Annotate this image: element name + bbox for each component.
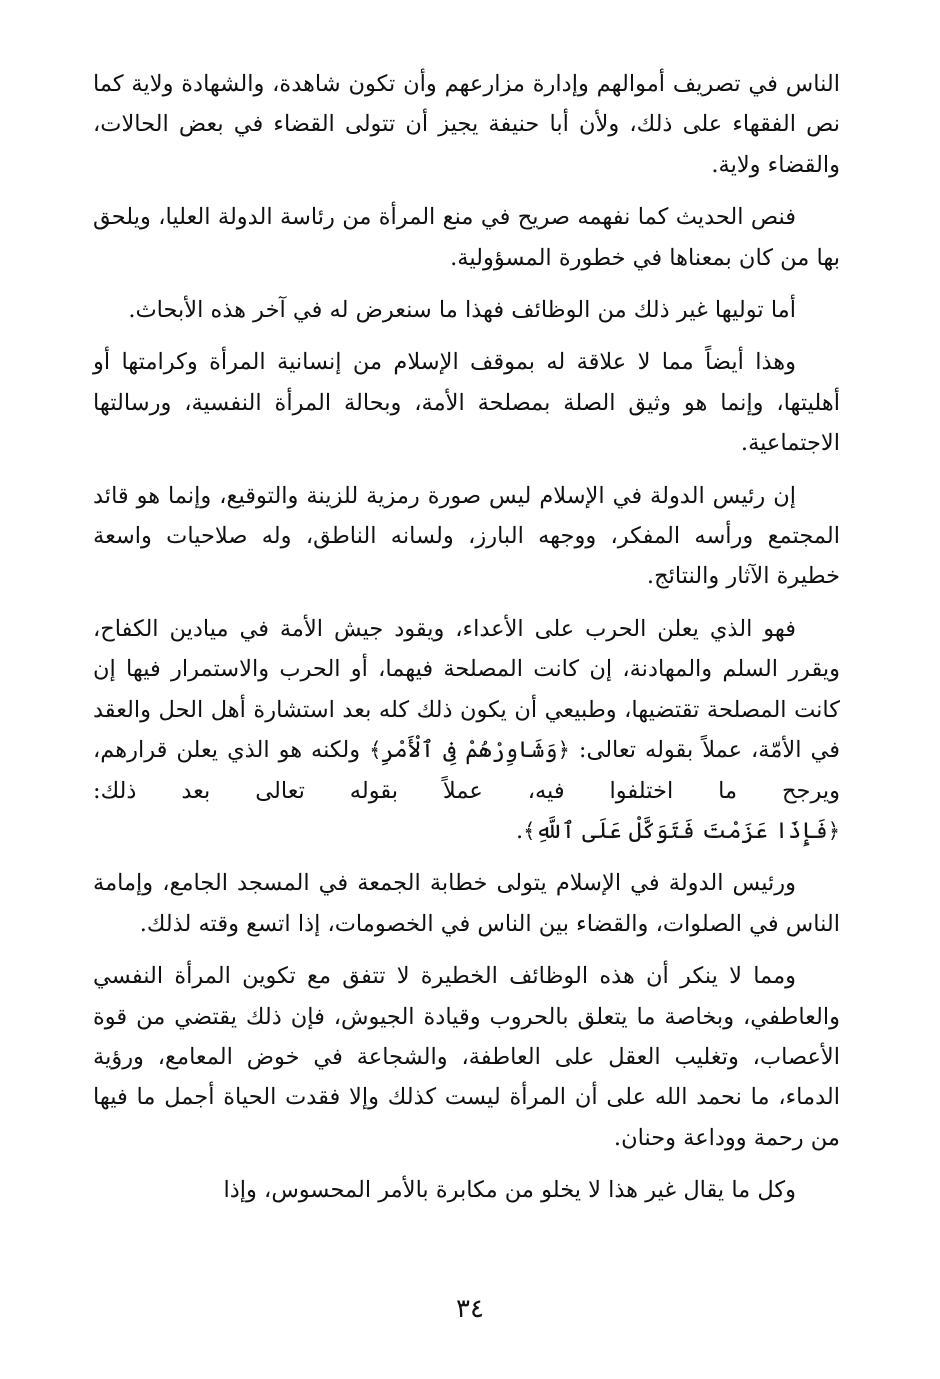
paragraph-6-part-2: ولكنه هو الذي يعلن قرارهم، ويرجح ما اختلفوا فيه، عملاً بقوله تعالى بعد ذلك: [93, 737, 840, 804]
quran-quote-1 [369, 737, 570, 763]
quote-close-bracket: ﴾ [369, 738, 382, 763]
quran-quote-2-text: فَإِذَا عَزَمْتَ فَتَوَكَّلْ عَلَى ٱللَّهِ [535, 817, 828, 844]
paragraph-6 [93, 609, 840, 851]
paragraph-9: وكل ما يقال غير هذا لا يخلو من مكابرة بالأمر المحسوس، وإذا [223, 1177, 796, 1204]
paragraph-7: ورئيس الدولة في الإسلام يتولى خطابة الجمعة في المسجد الجامع، وإمامة الناس في الصلوات، والقضاء بين الناس في الخصومات، إذا اتسع وقته لذلك. [93, 870, 840, 937]
quote-open-bracket: ﴿ [557, 738, 570, 763]
paragraph-8: ومما لا ينكر أن هذه الوظائف الخطيرة لا تتفق مع تكوين المرأة النفسي والعاطفي، وبخاصة ما يتعلق بالحروب وقيادة الجيوش، فإن ذلك يقتضي من قوة الأعصاب، وتغليب العقل على العاطفة، والشجاعة في خوض المعامع، ورؤية الدماء، ما نحمد الله على أن المرأة ليست كذلك وإلا فقدت الحياة أجمل ما فيها من رحمة ووداعة وحنان. [93, 963, 840, 1151]
quote-close-bracket: ﴾ [523, 818, 536, 843]
quote-open-bracket: ﴿ [827, 818, 840, 843]
quran-quote-2 [523, 818, 840, 844]
page-body [93, 64, 840, 1223]
paragraph-4: وهذا أيضاً مما لا علاقة له بموقف الإسلام من إنسانية المرأة وكرامتها أو أهليتها، وإنما هو وثيق الصلة بمصلحة الأمة، وبحالة المرأة النفسية، ورسالتها الاجتماعية. [93, 349, 840, 457]
paragraph-3: أما توليها غير ذلك من الوظائف فهذا ما سنعرض له في آخر هذه الأبحاث. [128, 297, 796, 324]
paragraph-2: فنص الحديث كما نفهمه صريح في منع المرأة من رئاسة الدولة العليا، ويلحق بها من كان بمعناها في خطورة المسؤولية. [93, 204, 840, 271]
paragraph-1: الناس في تصريف أموالهم وإدارة مزارعهم وأن تكون شاهدة، والشهادة ولاية كما نص الفقهاء على ذلك، ولأن أبا حنيفة يجيز أن تتولى القضاء في بعض الحالات، والقضاء ولاية. [93, 71, 840, 178]
paragraph-5: إن رئيس الدولة في الإسلام ليس صورة رمزية للزينة والتوقيع، وإنما هو قائد المجتمع ورأسه المفكر، ووجهه البارز، ولسانه الناطق، وله صلاحيات واسعة خطيرة الآثار والنتائج. [93, 482, 840, 590]
paragraph-6-part-3: . [515, 817, 524, 844]
paragraph-6-part-1: فهو الذي يعلن الحرب على الأعداء، ويقود جيش الأمة في ميادين الكفاح، ويقرر السلم والمهادنة، إن كانت المصلحة فيهما، أو الحرب والاستمرار فيها إن كانت المصلحة تقتضيها، وطبيعي أن يكون ذلك كله بعد استشارة أهل الحل والعقد في الأمّة، عملاً بقوله تعالى: [93, 615, 841, 764]
page-number: ٣٤ [456, 1294, 484, 1324]
quran-quote-1-text: وَشَاوِرْهُمْ فِى ٱلْأَمْرِ [381, 737, 558, 764]
